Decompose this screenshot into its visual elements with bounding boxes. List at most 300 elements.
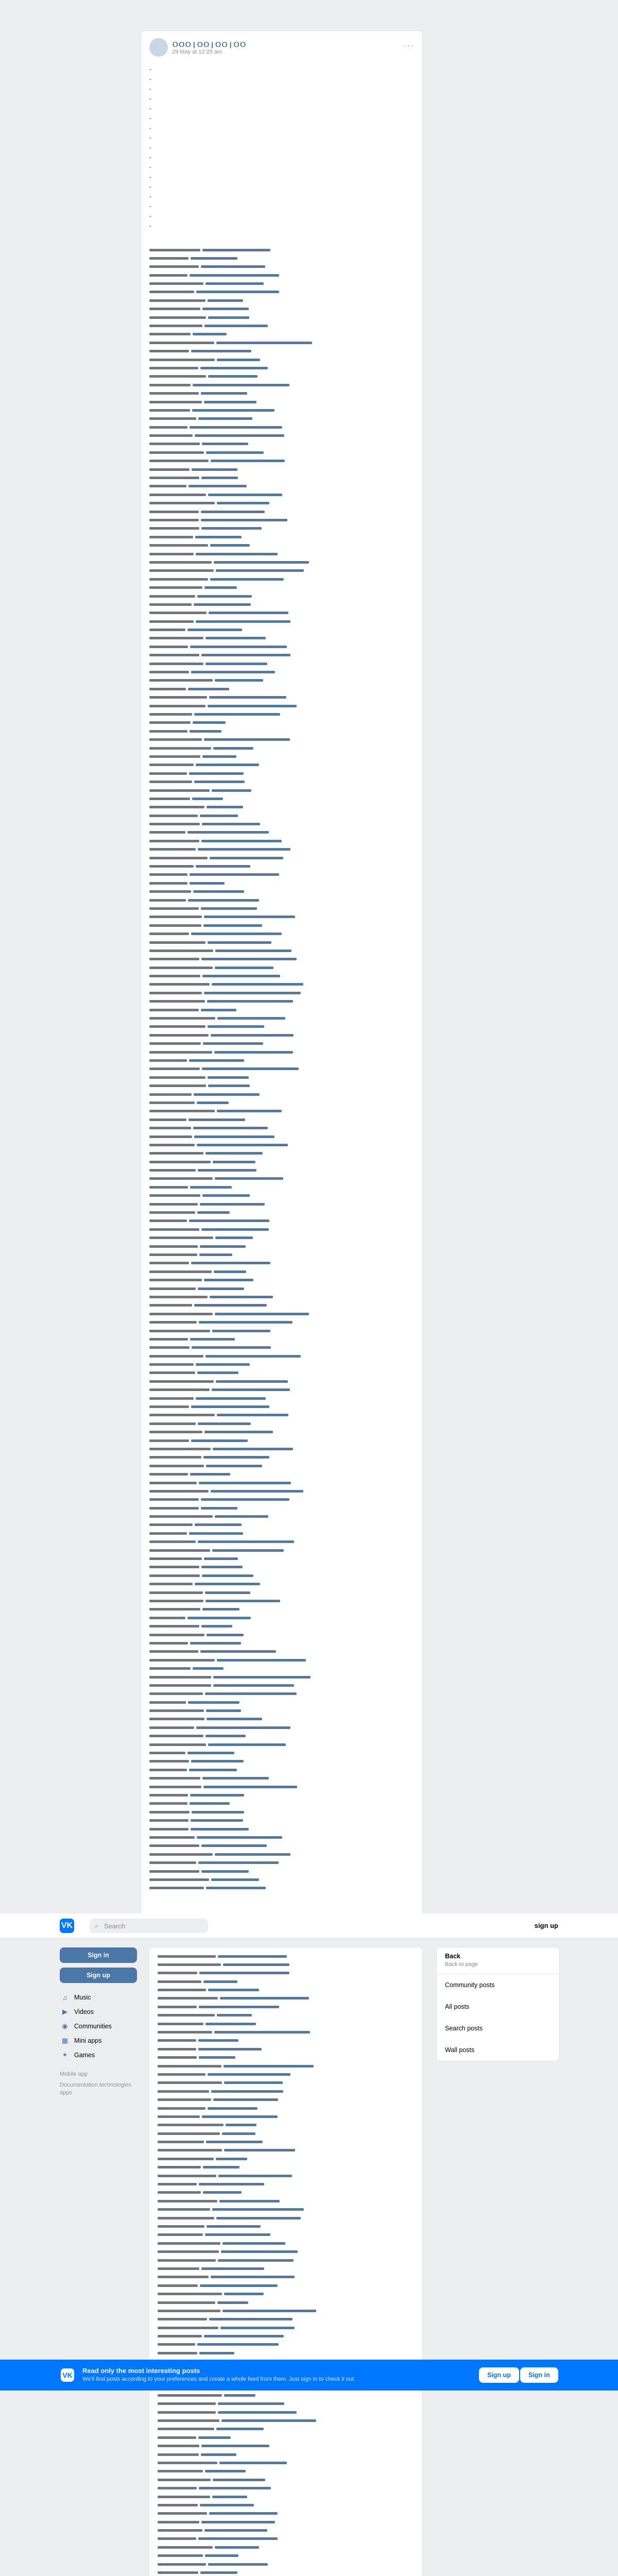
text-line-link[interactable]	[205, 1355, 301, 1358]
text-line-link[interactable]	[221, 2250, 298, 2253]
text-line-link[interactable]	[199, 2352, 234, 2354]
text-line-link[interactable]	[215, 950, 291, 952]
text-line-link[interactable]	[205, 2554, 238, 2557]
text-line-link[interactable]	[199, 2183, 264, 2185]
text-line-link[interactable]	[198, 1287, 244, 1290]
text-line-link[interactable]	[194, 1304, 267, 1307]
search-box[interactable]	[90, 1919, 208, 1933]
text-line-link[interactable]	[217, 502, 269, 504]
text-line-link[interactable]	[201, 1870, 249, 1873]
text-line-link[interactable]	[193, 1667, 224, 1670]
text-line-link[interactable]	[192, 468, 237, 471]
text-line-link[interactable]	[199, 1972, 289, 1974]
text-line-link[interactable]	[212, 2496, 247, 2498]
text-line-link[interactable]	[208, 299, 243, 302]
text-line-link[interactable]	[208, 2563, 268, 2566]
text-line-link[interactable]	[203, 2191, 242, 2194]
text-line-link[interactable]	[193, 890, 244, 893]
text-line-link[interactable]	[198, 1169, 256, 1172]
text-line-link[interactable]	[214, 2031, 310, 2033]
text-line-link[interactable]	[202, 975, 280, 977]
text-line-link[interactable]	[224, 2394, 255, 2397]
text-line-link[interactable]	[211, 2276, 295, 2278]
text-line-link[interactable]	[196, 1363, 250, 1366]
text-line-link[interactable]	[215, 1313, 309, 1315]
text-line-link[interactable]	[187, 1617, 251, 1619]
text-line-link[interactable]	[189, 1769, 237, 1771]
text-line-link[interactable]	[199, 2006, 279, 2008]
text-line-link[interactable]	[202, 308, 249, 310]
text-line-link[interactable]	[199, 1253, 232, 1256]
text-line-link[interactable]	[202, 1194, 250, 1197]
text-line-link[interactable]	[194, 781, 245, 783]
text-line-code	[158, 2242, 220, 2245]
text-line-link[interactable]	[209, 2512, 278, 2515]
text-line-code	[149, 1448, 211, 1450]
text-line-link[interactable]	[208, 1989, 259, 1991]
text-line-link[interactable]	[190, 1802, 230, 1805]
text-line-link[interactable]	[214, 561, 309, 564]
text-line-link[interactable]	[196, 1397, 266, 1400]
text-line-link[interactable]	[197, 1101, 229, 1104]
text-line-link[interactable]	[207, 1634, 244, 1636]
text-line-link[interactable]	[195, 536, 242, 538]
text-line-link[interactable]	[201, 1228, 269, 1231]
text-line-link[interactable]	[196, 553, 278, 555]
text-line-link[interactable]	[190, 646, 287, 648]
text-line-link[interactable]	[191, 350, 251, 352]
text-line-link[interactable]	[207, 2225, 261, 2228]
text-line-link[interactable]	[196, 291, 279, 293]
text-line	[149, 940, 414, 945]
text-line-link[interactable]	[198, 2537, 278, 2540]
text-line-link[interactable]	[210, 578, 284, 581]
text-line-link[interactable]	[198, 2048, 262, 2050]
sidebar-footer-link[interactable]: Mobile app	[60, 2071, 88, 2077]
text-line-link[interactable]	[223, 1963, 289, 1966]
sidebar-signup-button[interactable]: Sign up	[60, 1968, 137, 1983]
text-line-link[interactable]	[204, 401, 256, 403]
text-line-link[interactable]	[216, 569, 304, 572]
text-line-link[interactable]	[215, 679, 263, 682]
text-line-link[interactable]	[212, 1330, 270, 1332]
text-line-link[interactable]	[214, 1270, 246, 1273]
sidebar-item-communities[interactable]	[60, 2019, 142, 2033]
text-line-link[interactable]	[202, 1067, 299, 1070]
text-line-link[interactable]	[212, 983, 303, 986]
text-line-link[interactable]	[210, 544, 250, 547]
text-line-link[interactable]	[209, 612, 288, 614]
text-line-link[interactable]	[199, 2487, 271, 2489]
text-line-link[interactable]	[211, 2090, 283, 2093]
text-line-link[interactable]	[201, 1498, 289, 1501]
cta-signup-button[interactable]: Sign up	[479, 2367, 519, 2383]
text-line-link[interactable]	[207, 1718, 262, 1720]
right-panel-item[interactable]: Community posts	[445, 1981, 495, 1989]
text-line-link[interactable]	[212, 2208, 304, 2211]
text-line-link[interactable]	[200, 2504, 254, 2506]
text-line-link[interactable]	[204, 2529, 267, 2532]
search-input[interactable]	[104, 1919, 204, 1933]
text-line-link[interactable]	[195, 434, 284, 437]
text-line-link[interactable]	[224, 2065, 314, 2067]
text-line-link[interactable]	[213, 2098, 278, 2101]
text-line-link[interactable]	[188, 1118, 245, 1121]
text-line-link[interactable]	[217, 359, 260, 361]
text-line-link[interactable]	[216, 342, 312, 344]
text-line-link[interactable]	[208, 2073, 290, 2076]
text-line-link[interactable]	[202, 755, 236, 758]
text-line-link[interactable]	[198, 417, 252, 420]
text-line-link[interactable]	[197, 1144, 288, 1146]
text-line-link[interactable]	[201, 840, 282, 842]
text-line-link[interactable]	[214, 1051, 293, 1054]
text-line-link[interactable]	[213, 1448, 293, 1450]
sidebar-item-music[interactable]	[60, 1990, 142, 2005]
text-line-link[interactable]	[199, 1321, 293, 1324]
text-line-link[interactable]	[204, 586, 237, 589]
text-line-link[interactable]	[203, 1042, 263, 1045]
text-line-link[interactable]	[200, 1245, 246, 1248]
text-line-link[interactable]	[187, 1752, 234, 1754]
cta-signin-button[interactable]: Sign in	[520, 2367, 558, 2383]
right-panel-item[interactable]: All posts	[445, 2003, 470, 2010]
text-line-link[interactable]	[198, 2039, 238, 2042]
text-line-link[interactable]	[201, 477, 238, 479]
text-line-link[interactable]	[203, 1456, 269, 1459]
text-line-link[interactable]	[191, 1262, 270, 1264]
text-line-link[interactable]	[222, 2242, 285, 2245]
text-line-link[interactable]	[196, 764, 259, 766]
text-line-link[interactable]	[204, 992, 301, 994]
text-line-link[interactable]	[208, 1743, 286, 1746]
post-author-avatar[interactable]	[149, 38, 168, 57]
text-line-link[interactable]	[198, 1422, 251, 1425]
text-line-link[interactable]	[200, 2571, 237, 2574]
text-line-link[interactable]	[218, 2402, 284, 2405]
text-line-link[interactable]	[191, 1819, 243, 1822]
text-line-link[interactable]	[194, 603, 251, 606]
post-date[interactable]: 29 May at 12:25 am	[172, 49, 222, 55]
text-line-link[interactable]	[205, 2023, 256, 2025]
text-line-link[interactable]	[217, 1659, 306, 1662]
text-line-link[interactable]	[192, 1346, 271, 1349]
text-line-code	[149, 907, 199, 910]
text-line-link[interactable]	[201, 1844, 267, 1847]
text-line-link[interactable]	[190, 882, 225, 885]
text-line-link[interactable]	[194, 713, 280, 716]
text-line-link[interactable]	[219, 2462, 287, 2464]
text-line-link[interactable]	[211, 460, 285, 462]
text-line-link[interactable]	[202, 1777, 269, 1780]
text-line-link[interactable]	[201, 392, 247, 395]
text-line-link[interactable]	[201, 958, 297, 960]
text-line-link[interactable]	[215, 1236, 253, 1239]
text-line-link[interactable]	[191, 1828, 249, 1831]
text-line-link[interactable]	[200, 1650, 276, 1653]
text-line-link[interactable]	[208, 1076, 249, 1079]
text-line-link[interactable]	[226, 2124, 256, 2126]
text-line-code	[158, 2554, 203, 2557]
text-line-link[interactable]	[204, 1279, 253, 1281]
text-line-link[interactable]	[206, 1465, 262, 1467]
text-line-link[interactable]	[213, 747, 253, 750]
text-line-link[interactable]	[201, 2453, 236, 2456]
text-line-link[interactable]	[216, 1380, 288, 1383]
text-line-link[interactable]	[192, 798, 223, 800]
text-line-link[interactable]	[204, 2335, 284, 2337]
text-line-link[interactable]	[191, 257, 237, 260]
text-line-link[interactable]	[196, 620, 290, 623]
text-line-link[interactable]	[193, 1127, 268, 1129]
text-line-link[interactable]	[203, 1980, 237, 1983]
text-line-link[interactable]	[218, 2411, 297, 2414]
text-line	[149, 1430, 414, 1435]
text-line-link[interactable]	[202, 2115, 278, 2118]
text-line-link[interactable]	[204, 916, 295, 918]
header-signup-link[interactable]: sign up	[534, 1922, 558, 1929]
text-line-link[interactable]	[208, 316, 249, 319]
text-line-link[interactable]	[189, 1219, 269, 1222]
text-line-link[interactable]	[217, 1414, 288, 1416]
text-line-link[interactable]	[191, 1760, 244, 1762]
sidebar-item-games[interactable]	[60, 2048, 142, 2062]
text-line-link[interactable]	[208, 494, 282, 496]
text-line-link[interactable]	[219, 2200, 280, 2202]
text-line-link[interactable]	[222, 2310, 316, 2312]
text-line-link[interactable]	[208, 705, 297, 707]
text-line-link[interactable]	[190, 1794, 244, 1797]
text-line-link[interactable]	[205, 1692, 297, 1695]
text-line-link[interactable]	[197, 1371, 238, 1374]
text-line-link[interactable]	[201, 519, 287, 521]
text-line-link[interactable]	[204, 325, 268, 327]
text-line-link[interactable]	[201, 1625, 232, 1628]
text-line-code	[149, 1861, 196, 1864]
text-line-link[interactable]	[206, 2141, 263, 2143]
text-line-link[interactable]	[193, 333, 227, 335]
text-line-link[interactable]	[188, 688, 229, 690]
text-line-link[interactable]	[206, 451, 264, 454]
vk-logo[interactable]: VK	[60, 1919, 74, 1933]
text-line-link[interactable]	[200, 367, 268, 369]
text-line-link[interactable]	[218, 2259, 294, 2262]
text-line-link[interactable]	[208, 1084, 250, 1087]
text-line-link[interactable]	[195, 1583, 260, 1585]
text-line-code	[158, 2352, 197, 2354]
back-to-page[interactable]	[437, 1947, 559, 1974]
right-panel-item[interactable]: Search posts	[445, 2025, 483, 2032]
text-line-link[interactable]	[196, 865, 250, 868]
text-line-link[interactable]	[222, 2132, 255, 2135]
text-line-link[interactable]	[220, 2327, 295, 2329]
sidebar-footer-link[interactable]: Documentation technologies apps	[60, 2082, 131, 2096]
text-line-link[interactable]	[205, 1591, 250, 1594]
text-line-link[interactable]	[191, 671, 275, 673]
text-line-link[interactable]	[213, 2479, 265, 2481]
text-line-link[interactable]	[213, 1684, 294, 1687]
text-line-link[interactable]	[199, 2056, 235, 2059]
text-line-link[interactable]	[197, 595, 252, 598]
text-line-link[interactable]	[216, 2428, 264, 2430]
text-line-link[interactable]	[187, 831, 269, 834]
text-line-link[interactable]	[207, 806, 243, 808]
text-line-link[interactable]	[191, 1439, 248, 1442]
text-line-link[interactable]	[215, 1515, 268, 1518]
text-line-link[interactable]	[201, 907, 257, 910]
text-line-link[interactable]	[203, 924, 262, 927]
text-line-link[interactable]	[189, 1059, 244, 1062]
text-line-link[interactable]	[190, 730, 221, 733]
text-line-link[interactable]	[215, 1177, 283, 1180]
text-line-link[interactable]	[191, 933, 282, 935]
text-line-link[interactable]	[201, 2521, 275, 2523]
text-line-link[interactable]	[201, 265, 265, 268]
text-line-link[interactable]	[205, 637, 266, 639]
text-line-link[interactable]	[224, 2293, 264, 2295]
text-line-link[interactable]	[221, 2419, 316, 2422]
sidebar-item-mini-apps[interactable]	[60, 2033, 142, 2048]
right-panel-item[interactable]: Wall posts	[445, 2046, 475, 2054]
text-line-link[interactable]	[187, 629, 242, 631]
text-line-link[interactable]	[191, 1405, 269, 1408]
text-line-link[interactable]	[190, 873, 279, 876]
text-line-link[interactable]	[211, 1490, 303, 1493]
text-line-link[interactable]	[190, 274, 279, 277]
text-line	[149, 1446, 414, 1451]
text-line-link[interactable]	[212, 1388, 290, 1391]
sidebar-signin-button[interactable]: Sign in	[60, 1947, 137, 1963]
text-line-link[interactable]	[212, 789, 251, 792]
text-line-link[interactable]	[201, 1009, 236, 1011]
text-line-link[interactable]	[209, 696, 286, 699]
text-line-link[interactable]	[208, 375, 258, 378]
text-line-link[interactable]	[208, 2107, 258, 2110]
text-line-link[interactable]	[197, 1836, 282, 1839]
text-line-link[interactable]	[202, 823, 260, 825]
text-line-link[interactable]	[199, 1482, 291, 1484]
text-line-link[interactable]	[217, 1017, 285, 1020]
text-line-link[interactable]	[217, 1110, 282, 1112]
text-line-link[interactable]	[200, 2284, 278, 2287]
text-line-link[interactable]	[188, 899, 259, 902]
text-line-link[interactable]	[189, 1532, 243, 1535]
text-line-link[interactable]	[203, 1786, 297, 1788]
text-line-link[interactable]	[201, 2445, 269, 2447]
text-line-link[interactable]	[198, 848, 290, 851]
text-line-link[interactable]	[202, 249, 270, 251]
text-line	[149, 1615, 414, 1620]
text-line-link[interactable]	[201, 527, 262, 530]
text-line-link[interactable]	[188, 485, 247, 487]
text-line-link[interactable]	[211, 1034, 294, 1037]
text-line-link[interactable]	[212, 1549, 284, 1552]
text-line-link[interactable]	[217, 2301, 248, 2304]
text-line-link[interactable]	[192, 1811, 244, 1814]
text-line-link[interactable]	[210, 857, 283, 859]
text-line-link[interactable]	[201, 1566, 243, 1568]
text-line-link[interactable]	[224, 2149, 295, 2151]
text-line-link[interactable]	[202, 1608, 239, 1611]
text-line-link[interactable]	[205, 282, 264, 285]
text-line-link[interactable]	[220, 1997, 309, 1999]
post-more-icon[interactable]: ···	[403, 40, 414, 50]
text-line-link[interactable]	[189, 772, 244, 775]
text-line-link[interactable]	[201, 654, 290, 656]
text-line-link[interactable]	[207, 1000, 293, 1003]
text-line-link[interactable]	[215, 1853, 290, 1856]
text-line-link[interactable]	[206, 1887, 266, 1889]
text-line-link[interactable]	[202, 443, 248, 445]
text-line-link[interactable]	[204, 1431, 273, 1433]
text-line-link[interactable]	[201, 2267, 264, 2270]
text-line-link[interactable]	[192, 409, 274, 412]
text-line-link[interactable]	[194, 1093, 260, 1096]
text-line-link[interactable]	[213, 1161, 255, 1163]
text-line-link[interactable]	[206, 1709, 241, 1712]
text-line-link[interactable]	[205, 1600, 280, 1602]
text-line-link[interactable]	[188, 1701, 239, 1704]
text-line-code	[158, 2141, 204, 2143]
text-line-link[interactable]	[190, 1186, 232, 1189]
text-line-link[interactable]	[204, 738, 290, 741]
text-line-link[interactable]	[204, 1557, 238, 1560]
text-line-link[interactable]	[190, 426, 282, 429]
text-line-link[interactable]	[201, 511, 265, 513]
text-line-link[interactable]	[216, 2158, 247, 2160]
text-line-link[interactable]	[210, 1296, 273, 1298]
text-line-link[interactable]	[190, 1473, 230, 1476]
text-line-link[interactable]	[193, 384, 289, 386]
text-line-link[interactable]	[198, 1861, 279, 1864]
text-line-link[interactable]	[198, 2436, 231, 2439]
text-line-link[interactable]	[218, 2175, 292, 2177]
text-line-link[interactable]	[218, 1955, 287, 1958]
text-line-link[interactable]	[194, 1136, 274, 1138]
text-line-link[interactable]	[205, 2470, 246, 2472]
text-line-link[interactable]	[196, 1726, 290, 1729]
text-line-link[interactable]	[190, 1642, 241, 1645]
text-line-link[interactable]	[205, 663, 267, 665]
text-line-link[interactable]	[205, 1152, 263, 1155]
text-line-link[interactable]	[205, 1735, 246, 1737]
text-line-link[interactable]	[200, 1203, 265, 1206]
text-line-link[interactable]	[200, 815, 238, 817]
text-line-link[interactable]	[193, 721, 226, 724]
text-line-link[interactable]	[202, 1574, 253, 1577]
text-line-link[interactable]	[205, 2233, 270, 2236]
text-line-link[interactable]	[211, 1878, 259, 1881]
post-author-name[interactable]: ＯＯＯ | ＯＯ | ＯＯ | ＯＯ	[172, 41, 246, 48]
text-line-link[interactable]	[197, 2343, 279, 2346]
text-line-link[interactable]	[195, 1523, 242, 1526]
text-line-link[interactable]	[208, 941, 271, 944]
text-line-link[interactable]	[209, 2318, 293, 2320]
text-line-link[interactable]	[201, 1507, 237, 1510]
text-line-link[interactable]	[203, 2166, 239, 2168]
text-line-link[interactable]	[215, 2546, 259, 2549]
text-line-link[interactable]	[224, 2081, 283, 2084]
text-line-link[interactable]	[197, 1211, 230, 1214]
text-line-link[interactable]	[208, 1025, 264, 1028]
sidebar-item-videos[interactable]	[60, 2005, 142, 2019]
text-line-link[interactable]	[216, 2217, 301, 2219]
text-line-link[interactable]	[213, 1676, 311, 1679]
text-line-link[interactable]	[217, 2014, 252, 2016]
text-line-link[interactable]	[190, 1338, 235, 1341]
text-line-link[interactable]	[198, 1540, 294, 1543]
text-line-link[interactable]	[215, 967, 273, 969]
